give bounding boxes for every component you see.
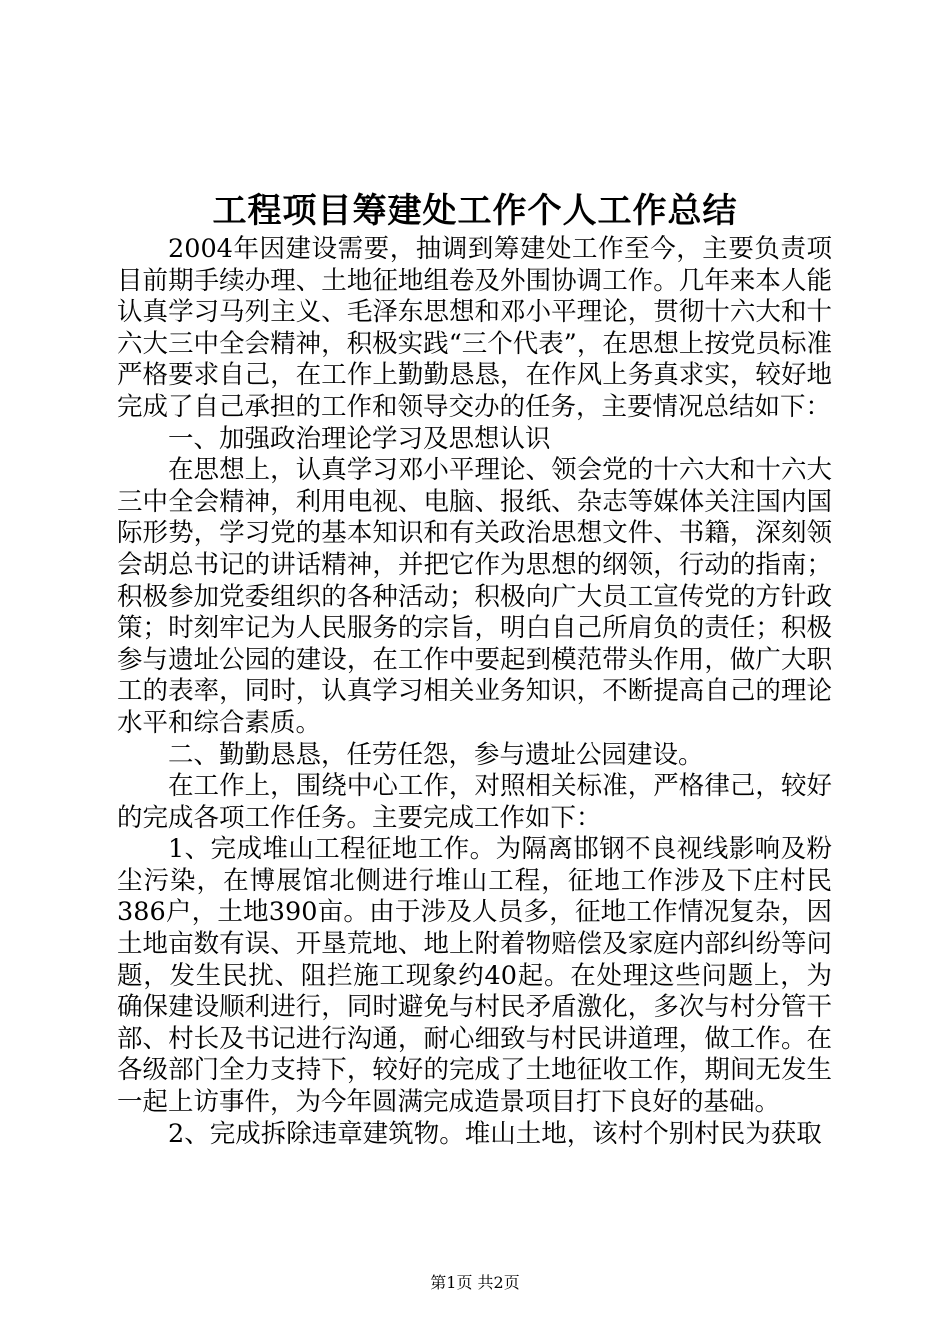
paragraph-political-study: 在思想上，认真学习邓小平理论、领会党的十六大和十六大三中全会精神，利用电视、电脑、报纸、杂志等媒体关注国内国际形势，学习党的基本知识和有关政治思想文件、书籍，深刻领会胡总书记的讲话精神，并把它作为思想的纲领，行动的指南；积极参加党委组织的各种活动；积极向广大员工宣传党的方针政策；时刻牢记为人民服务的宗旨，明白自己所肩负的责任；积极参与遗址公园的建设，在工作中要起到模范带头作用，做广大职工的表率，同时，认真学习相关业务知识，不断提高自己的理论水平和综合素质。 [117, 455, 832, 738]
paragraph-intro: 2004年因建设需要，抽调到筹建处工作至今，主要负责项目前期手续办理、土地征地组卷及外围协调工作。几年来本人能认真学习马列主义、毛泽东思想和邓小平理论，贯彻十六大和十六大三中全会精神，积极实践“三个代表”，在思想上按党员标准严格要求自己，在工作上勤勤恳恳，在作风上务真求实，较好地完成了自己承担的工作和领导交办的任务，主要情况总结如下： [117, 234, 832, 422]
document-body [117, 234, 832, 1150]
paragraph-item-2: 2、完成拆除违章建筑物。堆山土地，该村个别村民为获取 [168, 1118, 822, 1149]
paragraph-work-overview: 在工作上，围绕中心工作，对照相关标准，严格律己，较好的完成各项工作任务。主要完成工作如下： [117, 771, 832, 833]
section-heading-2: 二、勤勤恳恳，任劳任怨，参与遗址公园建设。 [168, 739, 704, 770]
section-heading-1: 一、加强政治理论学习及思想认识 [168, 423, 551, 454]
page-number-footer: 第1页 共2页 [430, 1273, 520, 1292]
paragraph-item-1: 1、完成堆山工程征地工作。为隔离邯钢不良视线影响及粉尘污染，在博展馆北侧进行堆山工程，征地工作涉及下庄村民386户，土地390亩。由于涉及人员多，征地工作情况复杂，因土地亩数有误、开垦荒地、地上附着物赔偿及家庭内部纠纷等问题，发生民扰、阻拦施工现象约40起。在处理这些问题上，为确保建设顺利进行，同时避免与村民矛盾激化，多次与村分管干部、村长及书记进行沟通，耐心细致与村民讲道理，做工作。在各级部门全力支持下，较好的完成了土地征收工作，期间无发生一起上访事件，为今年圆满完成造景项目打下良好的基础。 [117, 834, 832, 1118]
document-title: 工程项目筹建处工作个人工作总结 [212, 191, 738, 231]
